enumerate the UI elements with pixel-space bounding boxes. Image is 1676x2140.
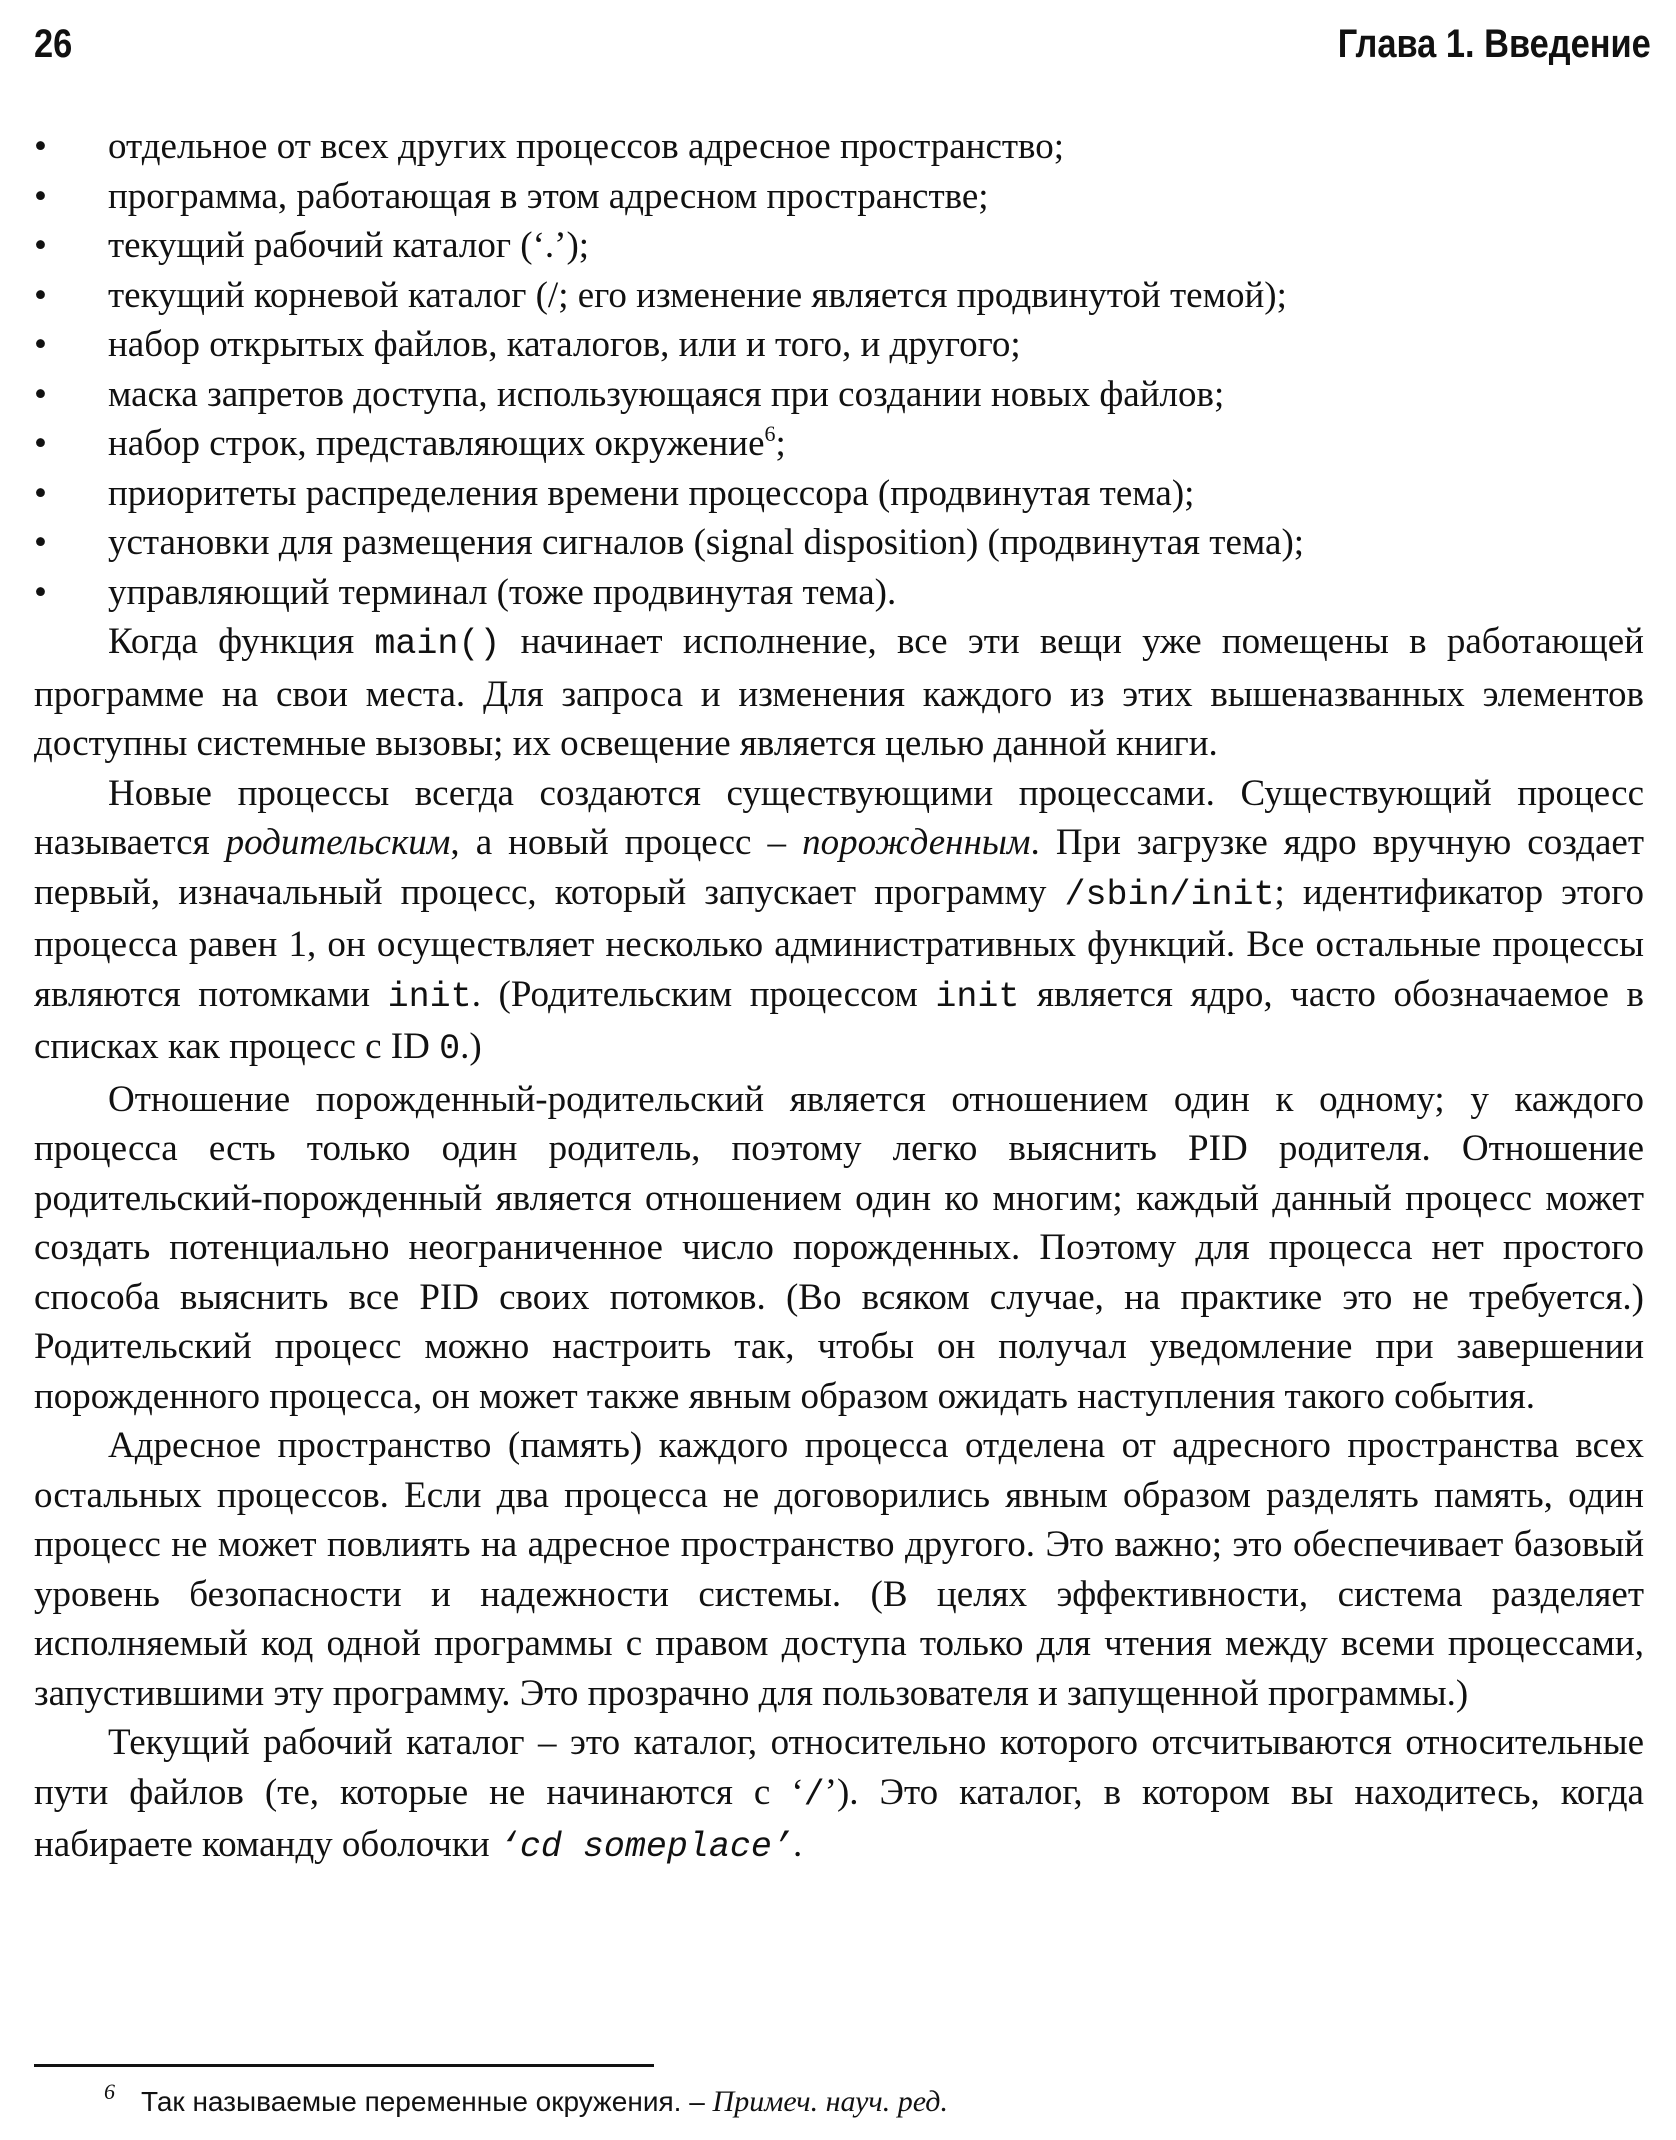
bullet-icon: •: [34, 324, 47, 365]
paragraph-parent-child-relation: Отношение порожденный-родительский является отношением один к одному; у каждого процесса есть только один родитель, поэтому легко выяснить PID родителя. Отношение родительский-порожденный является отношением один ко многим; каждый данный процесс может создать потенциально неограниченное число порожденных. Поэтому для процесса нет простого способа выяснить все PID своих потомков. (Во всяком случае, на практике это не требуется.) Родительский процесс можно настроить так, чтобы он получал уведомление при завершении порожденного процесса, он может также явным образом ожидать наступления такого события.: [34, 1078, 1644, 1417]
list-item: [34, 271, 1644, 321]
code-init: init: [387, 976, 472, 1017]
term-child: порожденным: [802, 822, 1031, 863]
footnote-divider: [34, 2064, 654, 2067]
footnote: [104, 2079, 948, 2122]
text-run: , а новый процесс –: [450, 822, 803, 863]
bullet-icon: •: [34, 522, 47, 563]
list-item-text: отдельное от всех других процессов адресное пространство;: [108, 126, 1065, 167]
footnote-ref: 6: [764, 421, 776, 446]
code-cd-someplace: ‘cd someplace’: [498, 1827, 793, 1867]
bullet-icon: •: [34, 175, 47, 217]
term-parent: родительским: [225, 822, 451, 863]
list-item: [34, 370, 1644, 420]
text-run: .: [792, 1824, 803, 1865]
list-item: [34, 122, 1644, 172]
text-run: . (Родительским процессом: [471, 973, 936, 1015]
text-run: Новые процессы всегда создаются существующими процессами. Существующий процесс называется: [34, 772, 1644, 863]
page-number: 26: [34, 22, 73, 66]
paragraph-address-space: Адресное пространство (память) каждого процесса отделена от адресного пространства всех остальных процессов. Если два процесса не договорились явным образом разделять память, один процесс не может повлиять на адресное пространство другого. Это важно; это обеспечивает базовый уровень безопасности и надежности системы. (В целях эффективности, система разделяет исполняемый код одной программы с правом доступа только для чтения между всеми процессами, запустившими эту программу. Это прозрачно для пользователя и запущенной программы.): [34, 1425, 1644, 1714]
list-item: [34, 469, 1644, 519]
code-sbin-init: /sbin/init: [1064, 874, 1275, 915]
text-run: ; идентификатор этого процесса равен 1, он осуществляет несколько административных функций. Все остальные процессы являются потомками: [34, 871, 1644, 1015]
text-run: Когда функция: [108, 621, 375, 662]
paragraph-new-processes: [34, 769, 1644, 1075]
bullet-icon: •: [34, 571, 47, 613]
list-item-text: маска запретов доступа, использующаяся при создании новых файлов;: [108, 373, 1225, 415]
bullet-icon: •: [34, 274, 47, 316]
text-run: .): [460, 1026, 482, 1067]
code-init: init: [935, 976, 1020, 1017]
list-item-tail: ;: [775, 423, 786, 464]
bullet-icon: •: [34, 373, 47, 415]
code-main: main(): [374, 624, 501, 664]
text-run: ’). Это каталог, в котором вы находитесь, когда набираете команду оболочки: [34, 1771, 1644, 1865]
text-run: является ядро, часто обозначаемое в списках как процесс с ID: [34, 973, 1644, 1067]
list-item-text: текущий рабочий каталог (‘.’);: [108, 225, 590, 266]
list-item-text: установки для размещения сигналов (signal disposition) (продвинутая тема);: [108, 522, 1305, 563]
list-item-text: текущий корневой каталог (/; его изменение является продвинутой темой);: [108, 274, 1287, 316]
code-zero: 0: [439, 1029, 461, 1069]
text-run: . При загрузке ядро вручную создает первый, изначальный процесс, который запускает программу: [34, 822, 1644, 913]
list-item-text: программа, работающая в этом адресном пространстве;: [108, 175, 989, 217]
paragraph-main-function: [34, 617, 1644, 769]
chapter-title: Глава 1. Введение: [1337, 22, 1651, 66]
text-run: начинает исполнение, все эти вещи уже помещены в работающей программе на свои места. Для запроса и изменения каждого из этих вышеназванных элементов доступны системные вызовы; их освещение является целью данной книги.: [34, 621, 1644, 764]
list-item: [34, 221, 1644, 271]
list-item: [34, 419, 1644, 469]
list-item: [34, 518, 1644, 568]
code-slash: /: [803, 1774, 825, 1815]
list-item: [34, 568, 1644, 618]
body-text: [34, 122, 1644, 1873]
footnote-mark: 6: [104, 2079, 115, 2104]
process-attributes-list: [34, 122, 1644, 617]
footnote-editor-note: Примеч. науч. ред.: [712, 2085, 948, 2118]
list-item-text: приоритеты распределения времени процессора (продвинутая тема);: [108, 472, 1195, 514]
list-item-text: управляющий терминал (тоже продвинутая тема).: [108, 571, 897, 613]
bullet-icon: •: [34, 225, 47, 266]
bullet-icon: •: [34, 126, 47, 167]
bullet-icon: •: [34, 472, 47, 514]
list-item-text: набор строк, представляющих окружение: [108, 423, 765, 464]
footnote-text: Так называемые переменные окружения. –: [141, 2086, 713, 2117]
page-header: [34, 22, 1651, 82]
text-run: Текущий рабочий каталог – это каталог, относительно которого отсчитываются относительные пути файлов (те, которые не начинаются с ‘: [34, 1722, 1644, 1813]
paragraph-working-directory: [34, 1718, 1644, 1873]
list-item: [34, 320, 1644, 370]
bullet-icon: •: [34, 423, 47, 464]
list-item: [34, 172, 1644, 222]
list-item-text: набор открытых файлов, каталогов, или и того, и другого;: [108, 324, 1021, 365]
